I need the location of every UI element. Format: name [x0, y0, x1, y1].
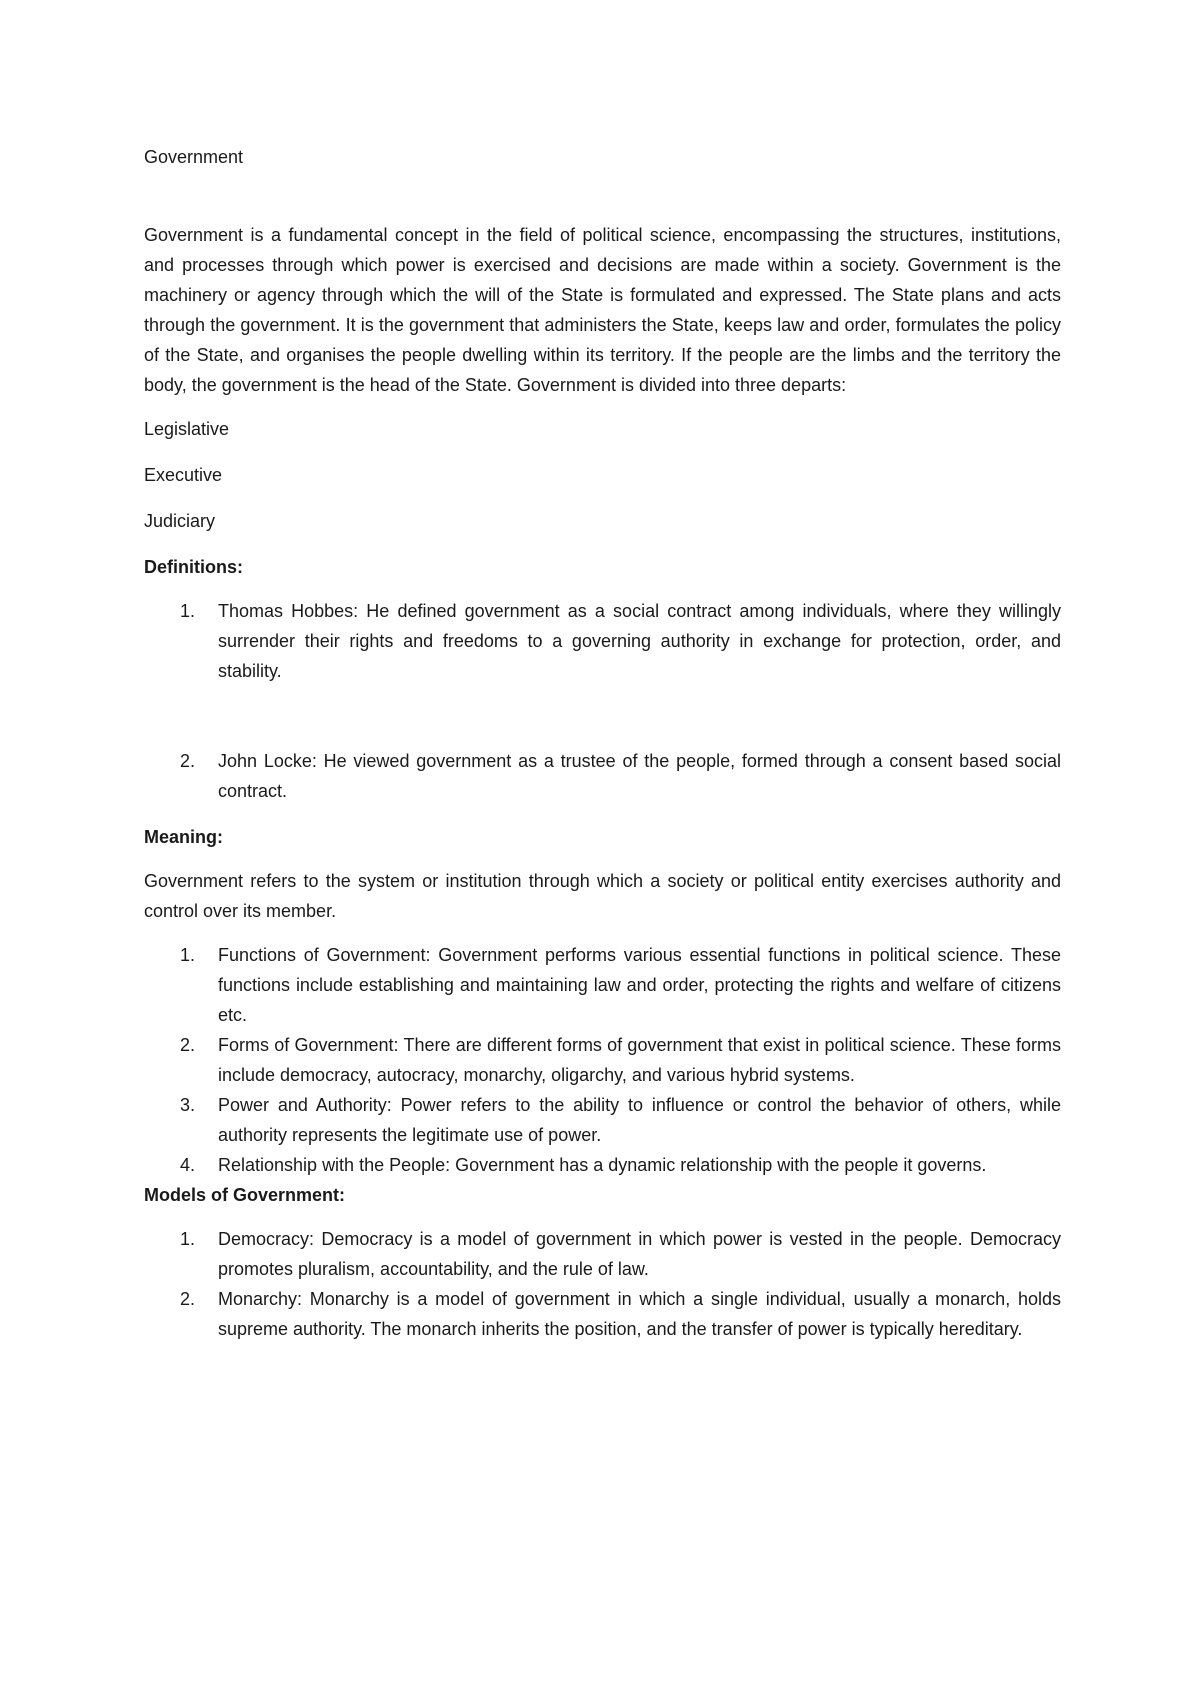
- models-heading: Models of Government:: [144, 1185, 346, 1205]
- list-item: [144, 746, 1061, 806]
- intro-paragraph: Government is a fundamental concept in the field of political science, encompassing the structures, institutions, and processes through which power is exercised and decisions are made within a society. Government is the machinery or agency through which the will of the State is formulated and expressed. The State plans and acts through the government. It is the government that administers the State, keeps law and order, formulates the policy of the State, and organises the people dwelling within its territory. If the people are the limbs and the territory the body, the government is the head of the State. Government is divided into three departs:: [144, 225, 1061, 395]
- models-list: [144, 1224, 1061, 1344]
- list-number: 1.: [180, 1229, 196, 1249]
- department-judiciary: Judiciary: [144, 511, 216, 531]
- list-item: [144, 1284, 1061, 1344]
- list-number: 1.: [180, 945, 196, 965]
- meaning-relationship: Relationship with the People: Government has a dynamic relationship with the people it governs.: [218, 1155, 987, 1175]
- list-item: [144, 1030, 1061, 1090]
- definition-locke: John Locke: He viewed government as a trustee of the people, formed through a consent based social contract.: [218, 751, 1061, 801]
- meaning-list: [144, 940, 1061, 1180]
- meaning-paragraph: Government refers to the system or institution through which a society or political entity exercises authority and control over its member.: [144, 871, 1061, 921]
- list-item: [144, 940, 1061, 1030]
- list-number: 4.: [180, 1155, 196, 1175]
- meaning-heading: Meaning:: [144, 827, 223, 847]
- department-executive: Executive: [144, 465, 223, 485]
- list-item: [144, 1224, 1061, 1284]
- list-item: [144, 596, 1061, 686]
- list-number: 3.: [180, 1095, 196, 1115]
- document-page: [144, 142, 1061, 1344]
- list-number: 2.: [180, 1289, 196, 1309]
- meaning-forms: Forms of Government: There are different forms of government that exist in political science. These forms include democracy, autocracy, monarchy, oligarchy, and various hybrid systems.: [218, 1035, 1061, 1085]
- list-item: [144, 1090, 1061, 1150]
- meaning-functions: Functions of Government: Government performs various essential functions in political science. These functions include establishing and maintaining law and order, protecting the rights and welfare of citizens etc.: [218, 945, 1061, 1025]
- definitions-heading: Definitions:: [144, 557, 243, 577]
- list-number: 2.: [180, 1035, 196, 1055]
- model-democracy: Democracy: Democracy is a model of government in which power is vested in the people. Democracy promotes pluralism, accountability, and the rule of law.: [218, 1229, 1061, 1279]
- department-legislative: Legislative: [144, 419, 230, 439]
- list-item: [144, 1150, 1061, 1180]
- definitions-list: [144, 596, 1061, 806]
- model-monarchy: Monarchy: Monarchy is a model of government in which a single individual, usually a monarch, holds supreme authority. The monarch inherits the position, and the transfer of power is typically hereditary.: [218, 1289, 1061, 1339]
- meaning-power: Power and Authority: Power refers to the ability to influence or control the behavior of others, while authority represents the legitimate use of power.: [218, 1095, 1061, 1145]
- list-number: 1.: [180, 601, 196, 621]
- definition-hobbes: Thomas Hobbes: He defined government as a social contract among individuals, where they willingly surrender their rights and freedoms to a governing authority in exchange for protection, order, and stability.: [218, 601, 1061, 681]
- document-title: Government: [144, 147, 244, 167]
- list-number: 2.: [180, 751, 196, 771]
